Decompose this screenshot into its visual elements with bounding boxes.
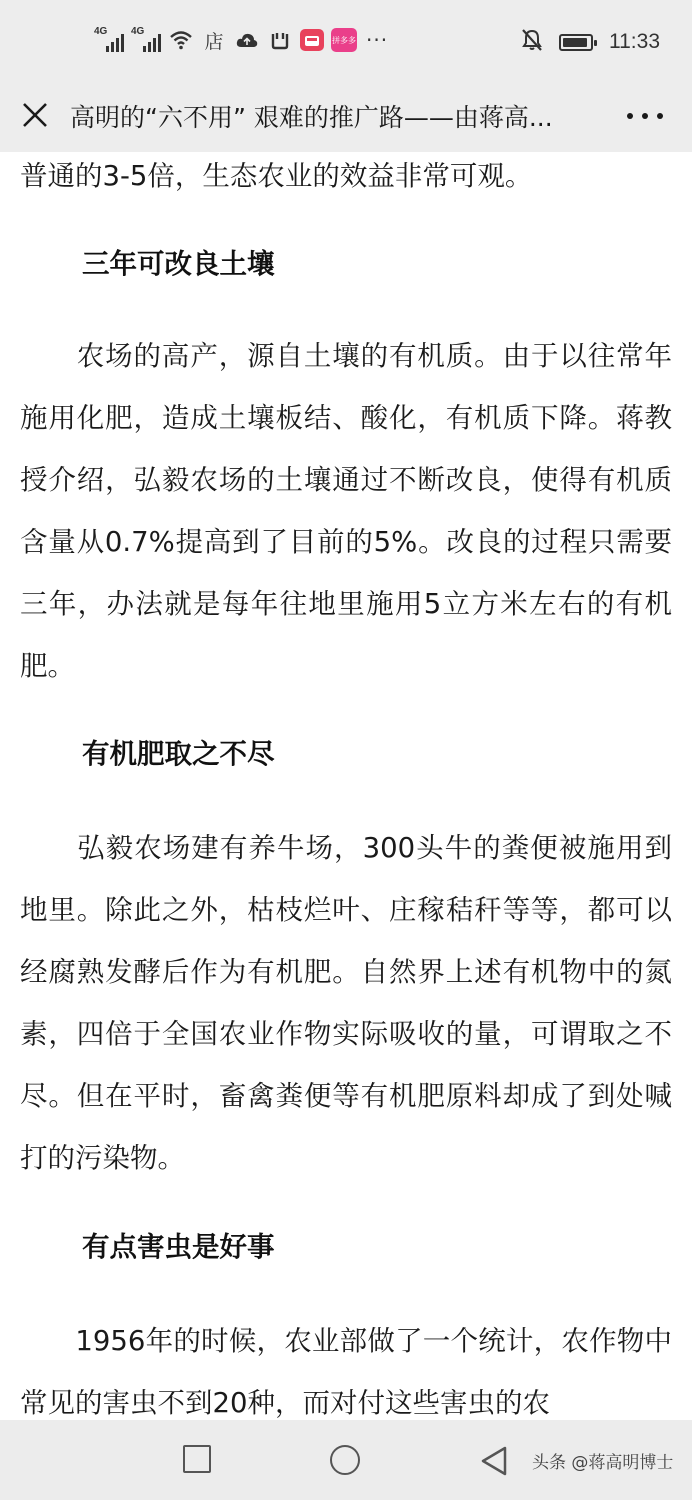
- article-content: [0, 152, 692, 1420]
- signal-type-label: 4G: [94, 26, 108, 37]
- wifi-icon: [168, 29, 194, 51]
- more-dot: [657, 113, 663, 119]
- section-heading: 有机肥取之不尽: [82, 738, 275, 770]
- status-left-icons: [94, 28, 388, 52]
- title-bar: [0, 80, 692, 152]
- more-dot: [642, 113, 648, 119]
- status-bar: [0, 0, 692, 80]
- cloud-upload-icon: [234, 29, 260, 51]
- article-paragraph: 农场的高产，源自土壤的有机质。由于以往常年施用化肥，造成土壤板结、酸化，有机质下降。蒋教授介绍，弘毅农场的土壤通过不断改良，使得有机质含量从0.7%提高到了目前的5%。改良的过程只需要三年，办法就是每年往地里施用5立方米左右的有机肥。: [20, 340, 672, 682]
- pinduoduo-icon: 拼多多: [331, 28, 357, 52]
- status-time: 11:33: [609, 30, 660, 53]
- overview-square-button[interactable]: [183, 1445, 211, 1473]
- close-button[interactable]: [20, 100, 50, 130]
- more-notifications-icon: ···: [366, 28, 389, 52]
- source-watermark: 头条 @蒋高明博士: [532, 1453, 674, 1473]
- status-right-icons: [521, 28, 660, 56]
- back-triangle-icon: [478, 1444, 510, 1478]
- article-paragraph: 普通的3-5倍，生态农业的效益非常可观。: [20, 160, 533, 192]
- signal-type-label: 4G: [131, 26, 145, 37]
- red-app-icon: [300, 29, 324, 51]
- article-paragraph: 弘毅农场建有养牛场，300头牛的粪便被施用到地里。除此之外，枯枝烂叶、庄稼秸秆等等，都可以经腐熟发酵后作为有机肥。自然界上述有机物中的氮素，四倍于全国农业作物实际吸收的量，可谓取之不尽。但在平时，畜禽粪便等有机肥原料却成了到处喊打的污染物。: [20, 832, 672, 1174]
- back-button[interactable]: [478, 1444, 510, 1478]
- home-button[interactable]: [330, 1445, 360, 1475]
- alarm-icon: [267, 29, 293, 51]
- store-icon: 店: [204, 30, 224, 53]
- section-heading: 有点害虫是好事: [82, 1231, 275, 1263]
- article-paragraph: 1956年的时候，农业部做了一个统计，农作物中常见的害虫不到20种，而对付这些害虫的农: [20, 1325, 672, 1419]
- page-title: 高明的“六不用” 艰难的推广路——由蒋高...: [70, 103, 553, 132]
- more-options-button[interactable]: [627, 102, 663, 130]
- navigation-bar: [0, 1420, 692, 1500]
- signal-icon: [131, 28, 161, 52]
- section-heading: 三年可改良土壤: [82, 248, 275, 280]
- mute-bell-icon: [521, 28, 543, 56]
- more-dot: [627, 113, 633, 119]
- close-icon: [20, 100, 50, 130]
- battery-icon: [559, 34, 593, 51]
- signal-icon: [94, 28, 124, 52]
